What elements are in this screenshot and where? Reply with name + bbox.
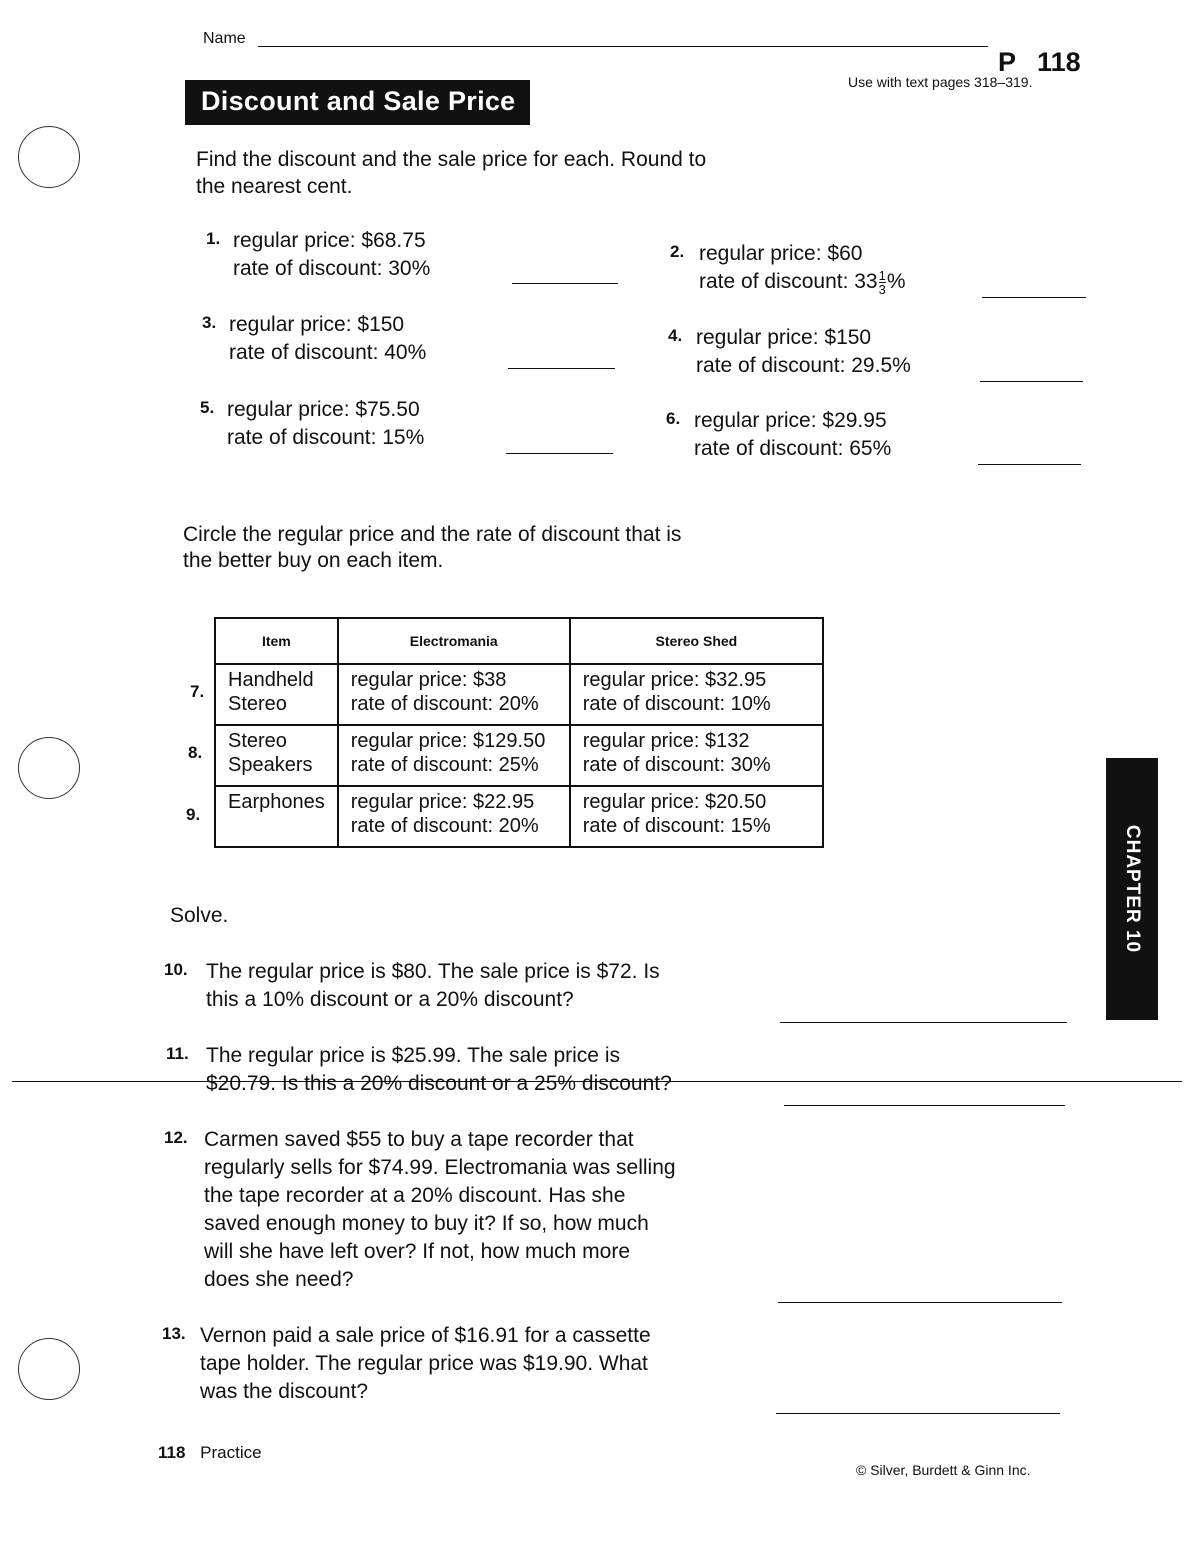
discount-rate-text: rate of discount: 25% xyxy=(350,754,539,776)
scan-artifact-line xyxy=(12,1081,1182,1082)
item-cell xyxy=(215,786,338,847)
regular-price-text: regular price: $132 xyxy=(582,730,750,752)
answer-line-10[interactable] xyxy=(780,1022,1067,1023)
answer-line-2[interactable] xyxy=(982,297,1086,298)
problem-text-line: Carmen saved $55 to buy a tape recorder that xyxy=(204,1128,634,1151)
problem-text-line: The regular price is $25.99. The sale price is xyxy=(206,1044,620,1067)
stereo-shed-cell[interactable] xyxy=(570,664,823,725)
answer-line-4[interactable] xyxy=(980,381,1083,382)
regular-price-text: regular price: $150 xyxy=(229,313,405,336)
table-row xyxy=(215,786,823,847)
item-name: Stereo xyxy=(228,693,287,715)
problem-number: 13. xyxy=(162,1324,186,1343)
fraction-numerator: 1 xyxy=(878,267,886,283)
text-pages-note: Use with text pages 318–319. xyxy=(848,74,1033,90)
regular-price-text: regular price: $75.50 xyxy=(227,398,420,421)
electromania-cell[interactable] xyxy=(338,664,570,725)
column-header-electromania: Electromania xyxy=(338,618,570,664)
fraction-denominator: 3 xyxy=(878,281,886,297)
regular-price-text: regular price: $22.95 xyxy=(350,791,535,813)
answer-line-1[interactable] xyxy=(512,283,618,284)
row-number: 7. xyxy=(190,682,205,701)
answer-line-13[interactable] xyxy=(776,1413,1060,1414)
discount-rate-text: rate of discount: 20% xyxy=(350,815,539,837)
problem-text-line: tape holder. The regular price was $19.90. What xyxy=(200,1352,648,1375)
regular-price-text: regular price: $60 xyxy=(699,242,863,265)
item-cell xyxy=(215,664,338,725)
instructions-line: Circle the regular price and the rate of discount that is xyxy=(183,523,682,546)
discount-rate-text: rate of discount: 30% xyxy=(582,754,771,776)
problem-number: 1. xyxy=(206,229,221,248)
regular-price-text: regular price: $20.50 xyxy=(582,791,767,813)
discount-rate-text: rate of discount: 15% xyxy=(227,426,425,449)
table-header-row xyxy=(215,618,823,664)
problem-number: 5. xyxy=(200,398,215,417)
discount-rate-suffix: % xyxy=(886,270,906,293)
discount-rate-text: rate of discount: 30% xyxy=(233,257,431,280)
problem-text-line: regularly sells for $74.99. Electromania was selling xyxy=(204,1156,676,1179)
footer-page-number: 118 xyxy=(158,1443,186,1462)
discount-rate-text: rate of discount: 40% xyxy=(229,341,427,364)
discount-rate-text: rate of discount: 65% xyxy=(694,437,892,460)
problem-number: 2. xyxy=(670,242,685,261)
problem-text-line: the tape recorder at a 20% discount. Has she xyxy=(204,1184,626,1207)
punch-hole-middle xyxy=(18,737,80,799)
table-row xyxy=(215,725,823,786)
problem-text-line: Vernon paid a sale price of $16.91 for a cassette xyxy=(200,1324,651,1347)
answer-line-5[interactable] xyxy=(506,453,613,454)
problem-number: 6. xyxy=(666,409,681,428)
discount-rate-text: rate of discount: 10% xyxy=(582,693,771,715)
row-number: 8. xyxy=(188,743,203,762)
name-label: Name xyxy=(203,30,246,47)
section1-instructions xyxy=(196,146,706,200)
answer-line-6[interactable] xyxy=(978,464,1081,465)
instructions-line: the nearest cent. xyxy=(196,175,353,198)
page-code-letter: P xyxy=(998,47,1016,77)
regular-price-text: regular price: $38 xyxy=(350,669,507,691)
problem-number: 3. xyxy=(202,313,217,332)
footer-page-label xyxy=(158,1443,262,1463)
comparison-table xyxy=(214,617,824,848)
problem-text-line: $20.79. Is this a 20% discount or a 25% discount? xyxy=(206,1072,672,1095)
item-name: Speakers xyxy=(228,754,313,776)
regular-price-text: regular price: $150 xyxy=(696,326,872,349)
punch-hole-top xyxy=(18,126,80,188)
stereo-shed-cell[interactable] xyxy=(570,725,823,786)
discount-rate-text: rate of discount: 29.5% xyxy=(696,354,911,377)
regular-price-text: regular price: $129.50 xyxy=(350,730,546,752)
problem-number: 11. xyxy=(166,1044,189,1063)
page-title: Discount and Sale Price xyxy=(185,80,530,125)
page-code-number: 118 xyxy=(1037,47,1081,77)
problem-number: 10. xyxy=(164,960,188,979)
regular-price-text: regular price: $32.95 xyxy=(582,669,767,691)
item-name: Stereo xyxy=(228,730,287,752)
regular-price-text: regular price: $29.95 xyxy=(694,409,887,432)
problem-number: 4. xyxy=(668,326,683,345)
table-row xyxy=(215,664,823,725)
footer-label: Practice xyxy=(200,1443,262,1462)
discount-rate-text xyxy=(699,268,979,296)
answer-line-12[interactable] xyxy=(778,1302,1062,1303)
column-header-item: Item xyxy=(215,618,338,664)
problem-text-line: The regular price is $80. The sale price is $72. Is xyxy=(206,960,660,983)
discount-rate-text: rate of discount: 15% xyxy=(582,815,771,837)
item-name: Earphones xyxy=(228,791,325,813)
electromania-cell[interactable] xyxy=(338,725,570,786)
problem-text-line: this a 10% discount or a 20% discount? xyxy=(206,988,574,1011)
chapter-tab-label: CHAPTER 10 xyxy=(1122,824,1143,954)
solve-heading: Solve. xyxy=(170,904,229,927)
discount-rate-text: rate of discount: 20% xyxy=(350,693,539,715)
problem-number: 12. xyxy=(164,1128,188,1147)
answer-line-3[interactable] xyxy=(508,368,615,369)
column-header-stereo-shed: Stereo Shed xyxy=(570,618,823,664)
problem-text-line: was the discount? xyxy=(200,1380,369,1403)
answer-line-11[interactable] xyxy=(784,1105,1065,1106)
instructions-line: Find the discount and the sale price for each. Round to xyxy=(196,148,707,171)
copyright: © Silver, Burdett & Ginn Inc. xyxy=(856,1462,1031,1478)
item-cell xyxy=(215,725,338,786)
problem-text-line: saved enough money to buy it? If so, how much xyxy=(204,1212,649,1235)
discount-rate-prefix: rate of discount: 33 xyxy=(699,270,878,293)
row-number: 9. xyxy=(186,805,201,824)
section2-instructions xyxy=(183,522,681,574)
fraction xyxy=(879,269,886,296)
regular-price-text: regular price: $68.75 xyxy=(233,229,426,252)
problem-text-line: does she need? xyxy=(204,1268,354,1291)
item-name: Handheld xyxy=(228,669,314,691)
stereo-shed-cell[interactable] xyxy=(570,786,823,847)
instructions-line: the better buy on each item. xyxy=(183,549,444,572)
punch-hole-bottom xyxy=(18,1338,80,1400)
name-line[interactable] xyxy=(258,46,988,47)
electromania-cell[interactable] xyxy=(338,786,570,847)
problem-text-line: will she have left over? If not, how much more xyxy=(204,1240,631,1263)
